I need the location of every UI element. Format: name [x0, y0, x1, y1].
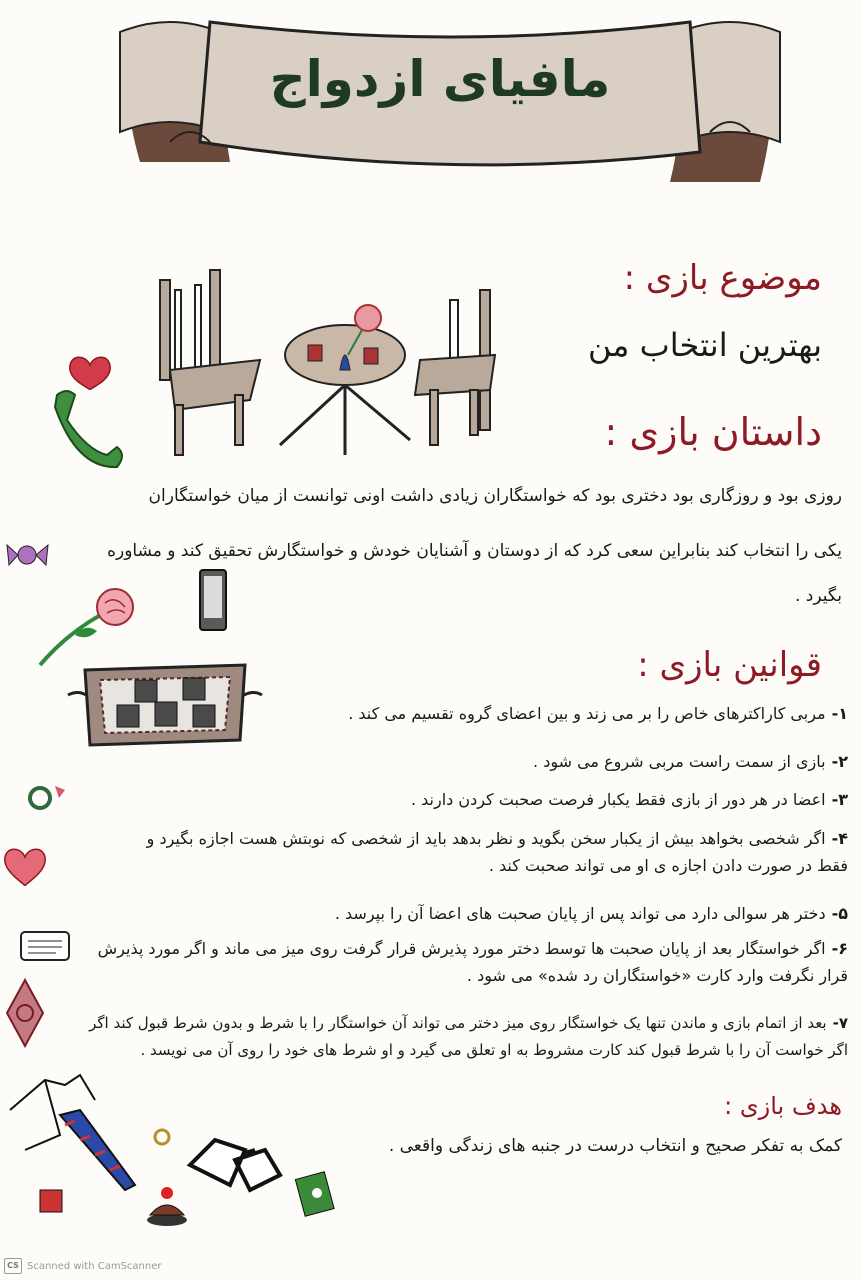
- goal-text: کمک به تفکر صحیح و انتخاب درست در جنبه های زندگی واقعی .: [388, 1136, 842, 1156]
- rule-text: دختر هر سوالی دارد می تواند پس از پایان صحبت های اعضا آن را بپرسد .: [334, 904, 826, 923]
- rule-number: ۳-: [831, 790, 848, 809]
- wedding-items-drawing: [5, 1065, 355, 1235]
- rule-item: [78, 935, 848, 989]
- story-line-3: بگیرد .: [794, 586, 842, 606]
- rule-number: ۴-: [831, 829, 848, 848]
- speech-bubble-drawing: [18, 928, 73, 968]
- rule-text: مربی کاراکترهای خاص را بر می زند و بین اعضای گروه تقسیم می کند .: [348, 704, 826, 723]
- heart-drawing: [3, 845, 48, 890]
- rule-text: فقط در صورت دادن اجازه ی او می تواند صحبت کند .: [488, 856, 848, 875]
- rule-text: بعد از اتمام بازی و ماندن تنها یک خواستگار روی میز دختر می تواند آن خواستگار را با شرط و بدون شرط قبول کند اگر: [89, 1014, 827, 1032]
- story-line-1: روزی بود و روزگاری بود دختری بود که خواستگاران زیادی داشت اونی توانست از میان خواستگاران: [148, 486, 842, 506]
- goal-heading: هدف بازی :: [724, 1092, 842, 1120]
- rule-text: اگر خواست آن را با شرط قبول کند کارت مشروط به او تعلق می گیرد و او شرط های خود را روی آن می نویسد .: [140, 1041, 848, 1059]
- diamond-ornament-drawing: [5, 978, 45, 1048]
- rule-text: اگر شخصی بخواهد بیش از یکبار سخن بگوید و نظر بدهد باید از شخصی که نوبتش هست اجازه بگیرد و: [146, 829, 826, 848]
- rule-item: [58, 1010, 848, 1064]
- phone-and-heart-drawing: [45, 355, 125, 470]
- tea-tray-drawing: [65, 650, 265, 755]
- story-heading: داستان بازی :: [604, 410, 822, 454]
- rules-heading: قوانین بازی :: [637, 645, 822, 685]
- page-title: مافیای ازدواج: [269, 50, 611, 108]
- rule-text: بازی از سمت راست مربی شروع می شود .: [533, 752, 826, 771]
- rule-number: ۶-: [831, 939, 848, 958]
- ring-drawing: [25, 778, 70, 813]
- rule-item: [328, 786, 848, 813]
- topic-text: بهترین انتخاب من: [587, 326, 822, 364]
- rule-number: ۵-: [831, 904, 848, 923]
- rule-number: ۱-: [831, 704, 848, 723]
- topic-heading: موضوع بازی :: [623, 258, 822, 298]
- rule-text: قرار نگرفت وارد کارت «خواستگاران رد شده» می شود .: [466, 966, 848, 985]
- rule-text: اگر خواستگار بعد از پایان صحبت ها توسط دختر مورد پذیرش قرار گرفت روی میز می ماند و اگر مورد پذیرش: [97, 939, 826, 958]
- rule-item: [288, 900, 848, 927]
- rule-item: [328, 700, 848, 727]
- watermark-text: Scanned with CamScanner: [27, 1260, 162, 1272]
- chairs-and-table-drawing: [150, 260, 520, 460]
- story-line-2: یکی را انتخاب کند بنابراین سعی کرد که از دوستان و آشنایان خودش و خواستگارش تحقیق کند و مشاوره: [107, 541, 842, 561]
- scanner-watermark: [4, 1258, 162, 1274]
- rule-text: اعضا در هر دور از بازی فقط یکبار فرصت صحبت کردن دارند .: [410, 790, 826, 809]
- rule-number: ۲-: [831, 752, 848, 771]
- rule-number: ۷-: [832, 1014, 848, 1032]
- camscanner-logo-icon: CS: [4, 1258, 22, 1274]
- rule-item: [328, 748, 848, 775]
- candy-drawing: [5, 535, 50, 575]
- rule-item: [58, 825, 848, 879]
